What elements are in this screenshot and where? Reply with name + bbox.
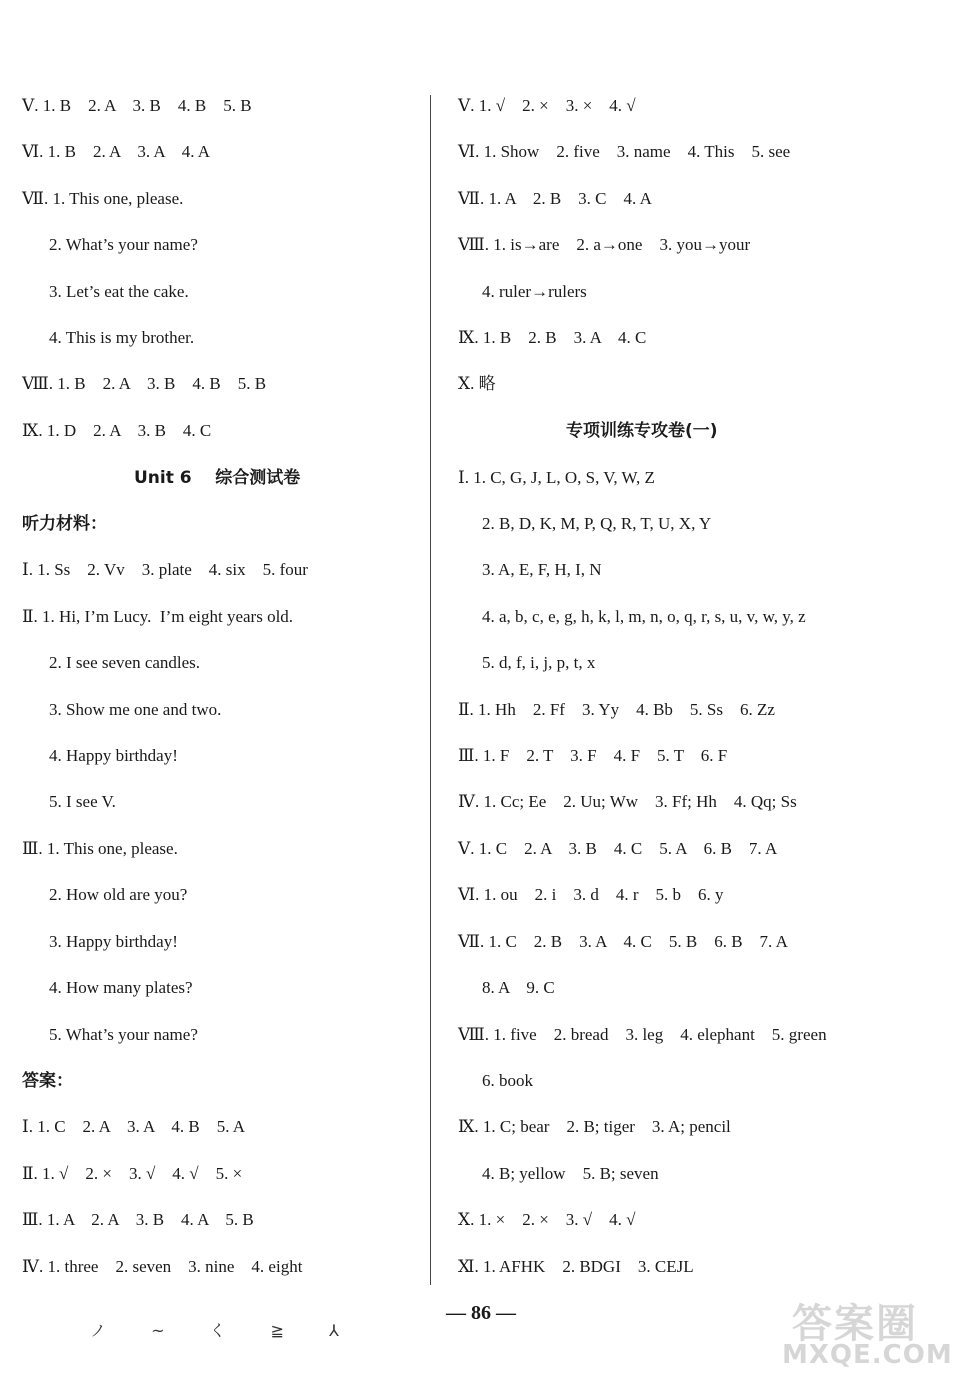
answer-line: 4. ruler→rulers	[482, 282, 587, 301]
answer-line: 2. How old are you?	[49, 885, 188, 904]
answer-line: Ⅵ. 1. ou 2. i 3. d 4. r 5. b 6. y	[458, 885, 724, 904]
section-label: 答案：	[22, 1071, 73, 1091]
answer-line: Ⅱ. 1. Hi, I’m Lucy. I’m eight years old.	[22, 607, 294, 626]
answer-line: Ⅹ. 1. × 2. × 3. √ 4. √	[458, 1210, 636, 1229]
answer-line: Ⅱ. 1. Hh 2. Ff 3. Yy 4. Bb 5. Ss 6. Zz	[458, 700, 775, 719]
answer-line: Ⅵ. 1. Show 2. five 3. name 4. This 5. see	[458, 142, 791, 161]
answer-line: Ⅳ. 1. Cc; Ee 2. Uu; Ww 3. Ff; Hh 4. Qq; Ss	[458, 792, 797, 811]
answer-line: Ⅶ. 1. C 2. B 3. A 4. C 5. B 6. B 7. A	[458, 932, 788, 951]
watermark-logo	[782, 1292, 957, 1370]
answer-line: Ⅲ. 1. A 2. A 3. B 4. A 5. B	[22, 1210, 254, 1229]
answer-line: Ⅷ. 1. B 2. A 3. B 4. B 5. B	[22, 374, 267, 393]
answer-line: Ⅵ. 1. B 2. A 3. A 4. A	[22, 142, 211, 161]
answer-line: 2. I see seven candles.	[49, 653, 201, 672]
answer-line: 8. A 9. C	[482, 978, 555, 997]
answer-line: Ⅴ. 1. C 2. A 3. B 4. C 5. A 6. B 7. A	[458, 839, 778, 858]
answer-line: 4. Happy birthday!	[49, 746, 178, 765]
section-title: Unit 6 综合测试卷	[134, 468, 301, 488]
answer-line: 5. d, f, i, j, p, t, x	[482, 653, 596, 672]
answer-line: Ⅴ. 1. √ 2. × 3. × 4. √	[458, 96, 636, 115]
answer-line: 2. B, D, K, M, P, Q, R, T, U, X, Y	[482, 514, 712, 533]
answer-line: Ⅹ. 略	[458, 374, 496, 393]
section-label: 听力材料：	[22, 514, 107, 534]
watermark-url: MXQE.COM	[782, 1340, 953, 1370]
answer-line: Ⅰ. 1. C 2. A 3. A 4. B 5. A	[22, 1117, 246, 1136]
answer-line: Ⅺ. 1. AFHK 2. BDGI 3. CEJL	[458, 1257, 694, 1276]
answer-line: Ⅷ. 1. five 2. bread 3. leg 4. elephant 5. green	[458, 1025, 827, 1044]
answer-line: 2. What’s your name?	[49, 235, 198, 254]
column-divider	[430, 95, 431, 1285]
page-number: — 86 —	[446, 1302, 516, 1324]
answer-line: 4. This is my brother.	[49, 328, 195, 347]
answer-line: Ⅰ. 1. Ss 2. Vv 3. plate 4. six 5. four	[22, 560, 308, 579]
answer-line: Ⅶ. 1. A 2. B 3. C 4. A	[458, 189, 652, 208]
answer-line: Ⅸ. 1. B 2. B 3. A 4. C	[458, 328, 647, 347]
answer-line: Ⅲ. 1. This one, please.	[22, 839, 178, 858]
answer-line: Ⅶ. 1. This one, please.	[22, 189, 184, 208]
section-title: 专项训练专攻卷(一)	[566, 421, 718, 441]
answer-line: 4. a, b, c, e, g, h, k, l, m, n, o, q, r, s, u, v, w, y, z	[482, 607, 806, 626]
answer-line: 4. How many plates?	[49, 978, 193, 997]
answer-line: 5. What’s your name?	[49, 1025, 198, 1044]
answer-line: 3. Happy birthday!	[49, 932, 178, 951]
answer-line: Ⅷ. 1. is→are 2. a→one 3. you→your	[458, 235, 751, 254]
answer-line: 4. B; yellow 5. B; seven	[482, 1164, 659, 1183]
answer-line: Ⅸ. 1. D 2. A 3. B 4. C	[22, 421, 212, 440]
scribble-marks: ノ ~ く ≧ ⅄	[90, 1321, 359, 1340]
answer-line: Ⅳ. 1. three 2. seven 3. nine 4. eight	[22, 1257, 303, 1276]
answer-line: 5. I see V.	[49, 792, 116, 811]
answer-line: Ⅰ. 1. C, G, J, L, O, S, V, W, Z	[458, 468, 655, 487]
answer-line: 3. A, E, F, H, I, N	[482, 560, 602, 579]
answer-line: Ⅱ. 1. √ 2. × 3. √ 4. √ 5. ×	[22, 1164, 243, 1183]
answer-line: Ⅲ. 1. F 2. T 3. F 4. F 5. T 6. F	[458, 746, 728, 765]
answer-line: 6. book	[482, 1071, 533, 1090]
answer-line: 3. Let’s eat the cake.	[49, 282, 189, 301]
answer-line: Ⅴ. 1. B 2. A 3. B 4. B 5. B	[22, 96, 252, 115]
answer-line: Ⅸ. 1. C; bear 2. B; tiger 3. A; pencil	[458, 1117, 731, 1136]
watermark-cn: 答案圈	[792, 1301, 918, 1347]
answer-line: 3. Show me one and two.	[49, 700, 222, 719]
